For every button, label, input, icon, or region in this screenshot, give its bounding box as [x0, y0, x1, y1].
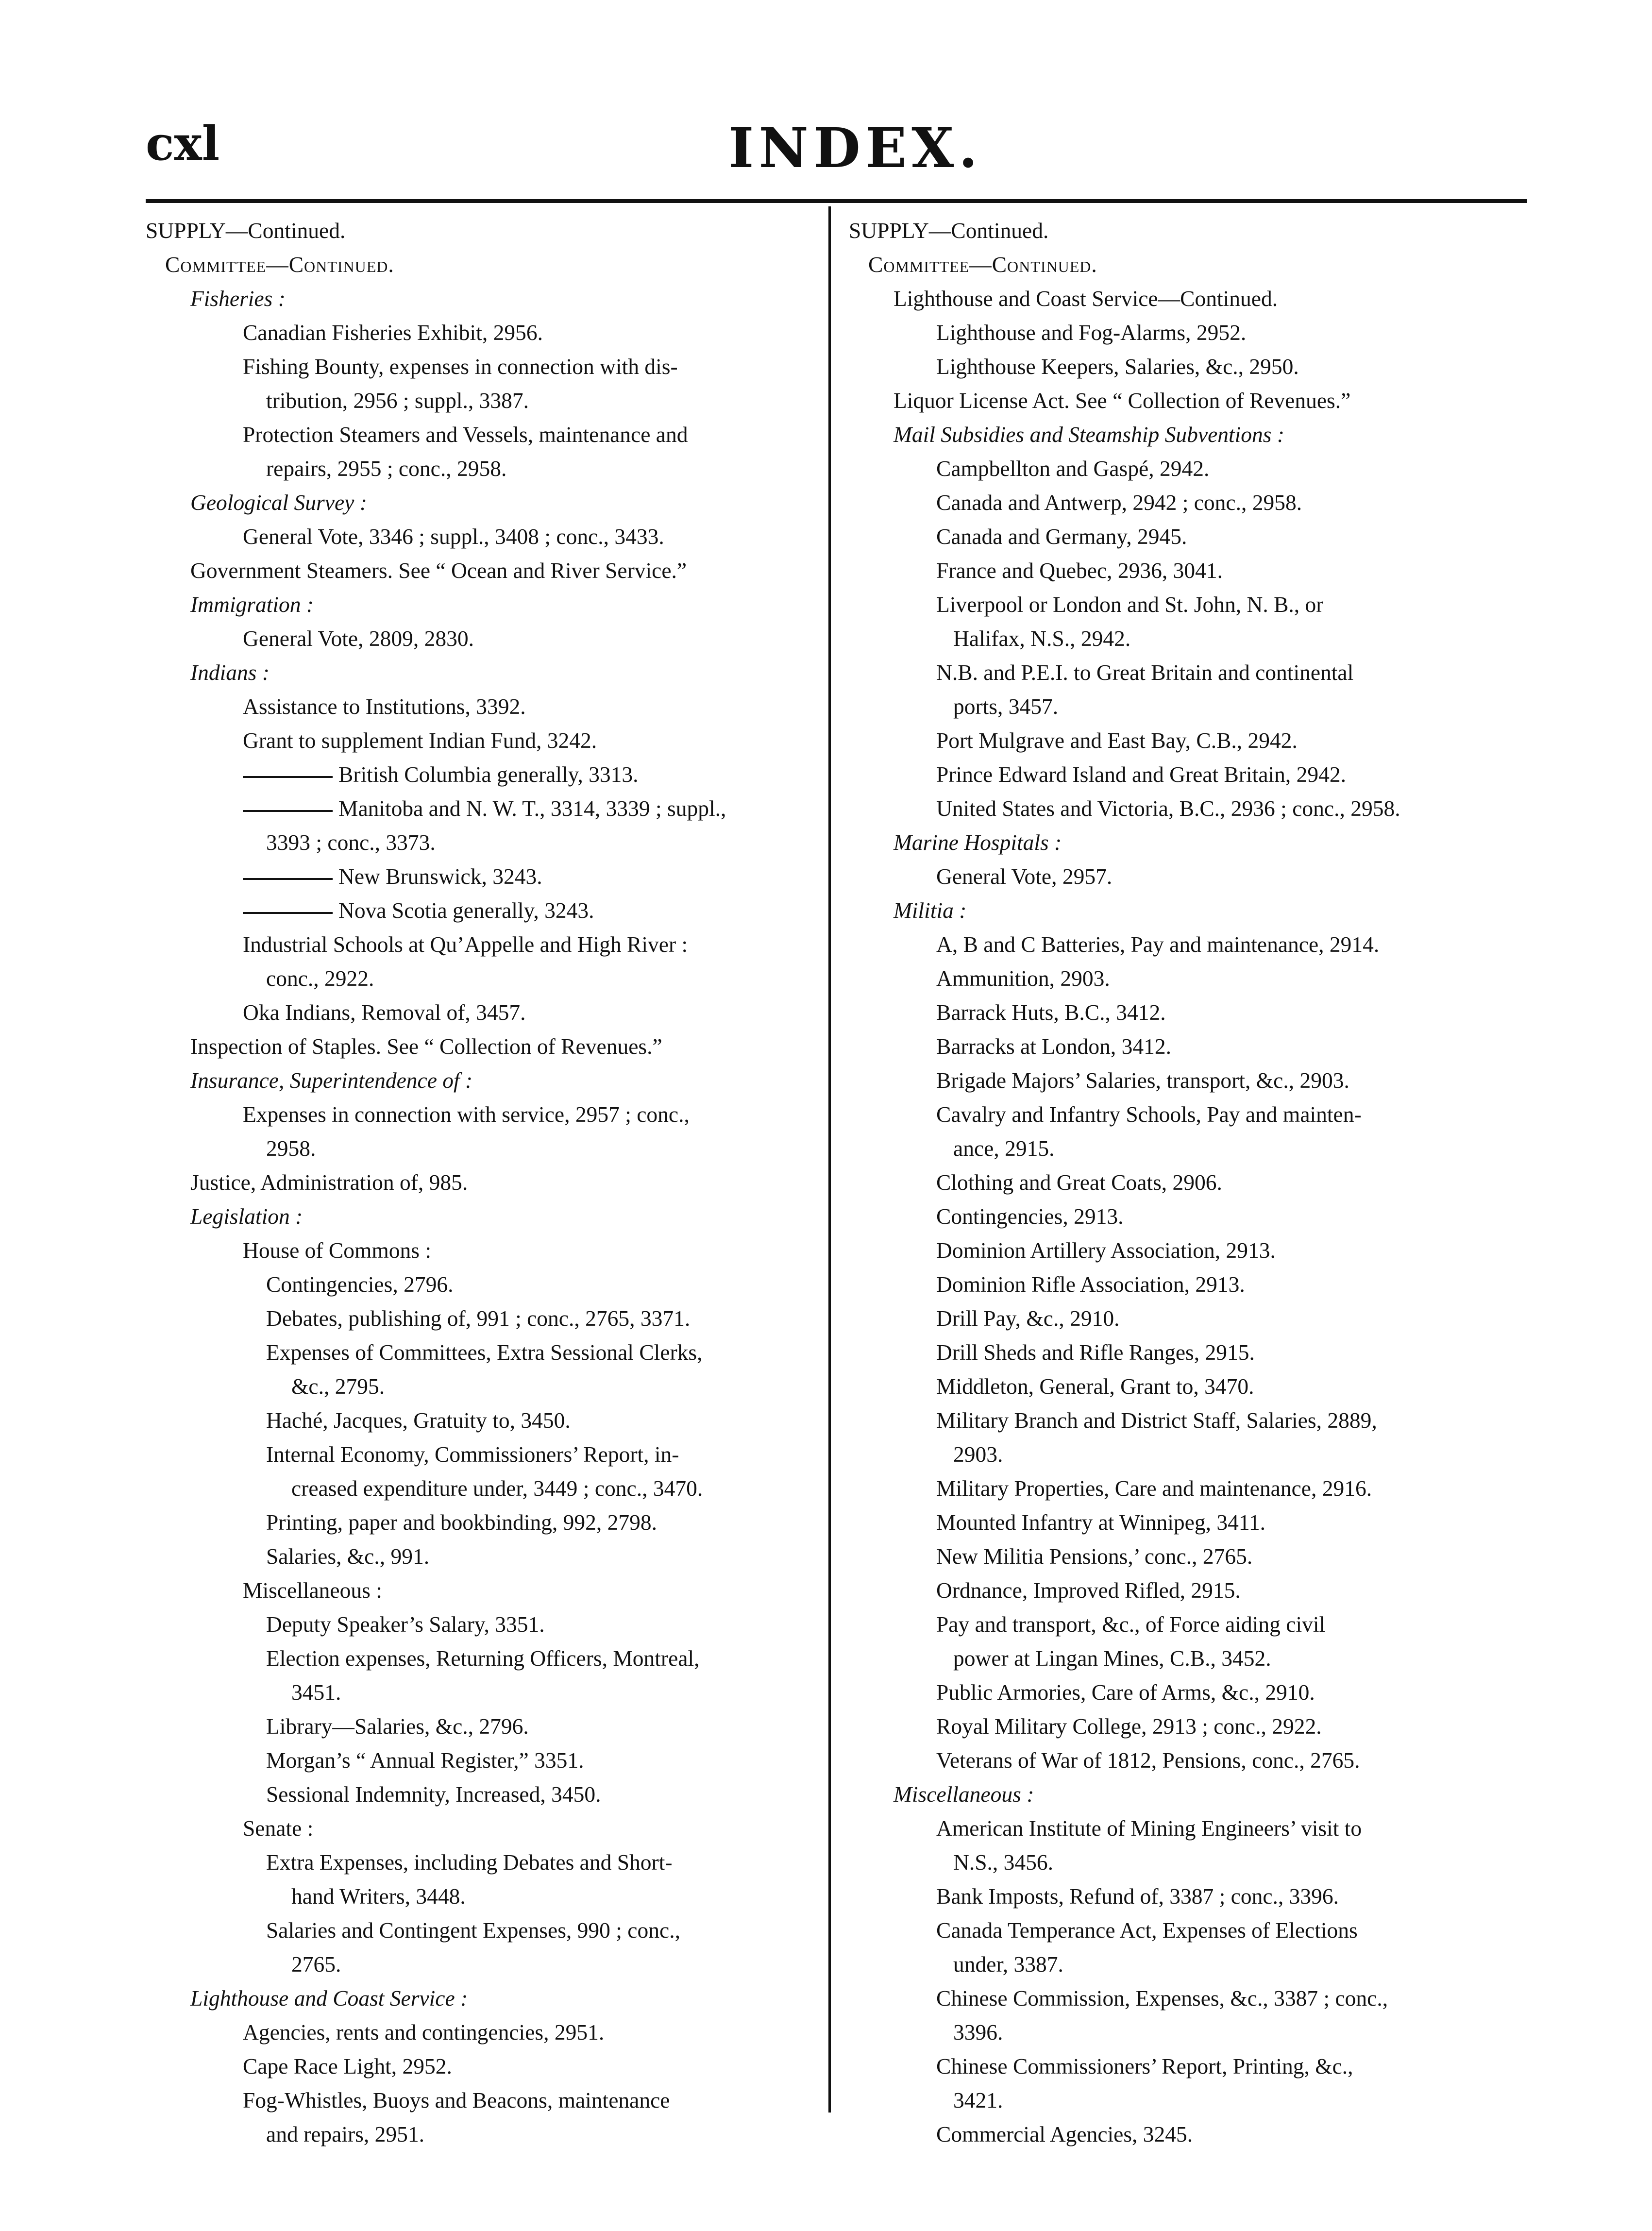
index-entry-text: Port Mulgrave and East Bay, C.B., 2942. — [936, 728, 1298, 753]
index-entry-text: Barracks at London, 3412. — [936, 1034, 1171, 1059]
ditto-dash — [243, 810, 333, 812]
index-entry-text: Fisheries : — [190, 286, 286, 311]
index-entry-text: conc., 2922. — [266, 966, 374, 991]
index-entry — [146, 2117, 821, 2151]
index-entry — [849, 520, 1529, 554]
index-entry-text: Lighthouse and Coast Service : — [190, 1986, 468, 2011]
index-entry — [146, 1064, 821, 1098]
left-column — [146, 214, 821, 2151]
index-entry — [146, 1403, 821, 1437]
index-entry — [146, 1709, 821, 1743]
index-entry — [849, 1301, 1529, 1335]
index-entry-text: Agencies, rents and contingencies, 2951. — [243, 2020, 605, 2045]
index-entry — [146, 1607, 821, 1641]
index-entry — [146, 1030, 821, 1064]
index-entry — [146, 690, 821, 724]
index-entry — [146, 1234, 821, 1268]
index-entry-text: Extra Expenses, including Debates and Short- — [266, 1850, 673, 1875]
index-entry-text: Expenses in connection with service, 2957 ; conc., — [243, 1102, 690, 1127]
page-folio: cxl — [146, 116, 220, 171]
index-entry — [849, 1811, 1529, 1845]
index-entry-text: Chinese Commissioners’ Report, Printing, &c., — [936, 2054, 1353, 2079]
index-entry-text: New Brunswick, 3243. — [338, 864, 542, 889]
index-entry-text: Lighthouse Keepers, Salaries, &c., 2950. — [936, 354, 1299, 379]
ditto-dash — [243, 776, 333, 778]
index-entry-text: Ammunition, 2903. — [936, 966, 1110, 991]
index-entry-text: Manitoba and N. W. T., 3314, 3339 ; suppl., — [338, 796, 726, 821]
index-entry-text: Oka Indians, Removal of, 3457. — [243, 1000, 526, 1025]
index-entry-text: A, B and C Batteries, Pay and maintenance, 2914. — [936, 932, 1380, 957]
index-entry-text: 2958. — [266, 1136, 316, 1161]
index-entry — [849, 1641, 1529, 1675]
index-entry — [849, 316, 1529, 350]
index-entry — [849, 350, 1529, 384]
index-entry — [849, 1200, 1529, 1234]
index-entry — [146, 792, 821, 826]
index-entry-text: Ordnance, Improved Rifled, 2915. — [936, 1578, 1241, 1603]
index-entry-text: Library—Salaries, &c., 2796. — [266, 1714, 529, 1739]
index-entry — [849, 792, 1529, 826]
index-entry-text: Canada and Antwerp, 2942 ; conc., 2958. — [936, 490, 1302, 515]
index-entry — [146, 248, 821, 282]
index-entry-text: British Columbia generally, 3313. — [338, 762, 639, 787]
index-entry — [849, 2049, 1529, 2083]
index-entry — [146, 1200, 821, 1234]
index-entry-text: Dominion Rifle Association, 2913. — [936, 1272, 1245, 1297]
index-entry-text: Salaries, &c., 991. — [266, 1544, 430, 1569]
index-entry — [849, 622, 1529, 656]
index-entry — [146, 1539, 821, 1573]
index-entry — [849, 554, 1529, 588]
index-entry — [849, 2083, 1529, 2117]
index-entry-text: Election expenses, Returning Officers, Montreal, — [266, 1646, 700, 1671]
index-entry — [849, 1471, 1529, 1505]
index-entry-text: Industrial Schools at Qu’Appelle and High River : — [243, 932, 688, 957]
index-entry — [146, 894, 821, 928]
index-entry-text: Fog-Whistles, Buoys and Beacons, maintenance — [243, 2088, 670, 2113]
index-entry-text: Lighthouse and Fog-Alarms, 2952. — [936, 320, 1247, 345]
index-entry — [849, 1166, 1529, 1200]
index-entry-text: Legislation : — [190, 1204, 303, 1229]
index-entry — [146, 1437, 821, 1471]
index-entry — [849, 826, 1529, 860]
index-entry — [146, 1505, 821, 1539]
index-entry-text: Insurance, Superintendence of : — [190, 1068, 473, 1093]
index-entry — [849, 1709, 1529, 1743]
index-entry-text: Lighthouse and Coast Service—Continued. — [893, 286, 1278, 311]
index-entry-text: Royal Military College, 2913 ; conc., 2922. — [936, 1714, 1322, 1739]
index-entry-text: Dominion Artillery Association, 2913. — [936, 1238, 1276, 1263]
index-entry — [146, 316, 821, 350]
index-entry — [849, 2015, 1529, 2049]
index-entry-text: Assistance to Institutions, 3392. — [243, 694, 526, 719]
index-entry-text: creased expenditure under, 3449 ; conc., 3470. — [291, 1476, 703, 1501]
index-entry-text: tribution, 2956 ; suppl., 3387. — [266, 388, 529, 413]
index-entry — [849, 1607, 1529, 1641]
index-entry-text: ports, 3457. — [953, 694, 1059, 719]
index-entry-text: and repairs, 2951. — [266, 2122, 424, 2146]
index-entry-text: Nova Scotia generally, 3243. — [338, 898, 594, 923]
index-entry-text: Senate : — [243, 1816, 314, 1841]
index-entry — [849, 1505, 1529, 1539]
index-entry — [146, 1981, 821, 2015]
index-entry — [146, 1268, 821, 1301]
index-entry — [146, 1098, 821, 1132]
index-entry-text: Miscellaneous : — [243, 1578, 382, 1603]
index-entry-text: Prince Edward Island and Great Britain, 2942. — [936, 762, 1347, 787]
index-entry-text: Contingencies, 2913. — [936, 1204, 1124, 1229]
index-entry — [146, 1369, 821, 1403]
index-entry — [849, 1234, 1529, 1268]
index-entry-text: Halifax, N.S., 2942. — [953, 626, 1131, 651]
index-entry-text: under, 3387. — [953, 1952, 1063, 1977]
index-entry-text: Militia : — [893, 898, 967, 923]
index-entry-text: Morgan’s “ Annual Register,” 3351. — [266, 1748, 584, 1773]
index-entry — [849, 214, 1529, 248]
ditto-dash — [243, 912, 333, 914]
index-entry — [849, 452, 1529, 486]
index-entry — [146, 2015, 821, 2049]
index-entry — [146, 2083, 821, 2117]
index-entry-text: Military Branch and District Staff, Salaries, 2889, — [936, 1408, 1377, 1433]
index-entry-text: Fishing Bounty, expenses in connection with dis- — [243, 354, 678, 379]
index-entry-text: United States and Victoria, B.C., 2936 ; conc., 2958. — [936, 796, 1400, 821]
index-entry — [146, 452, 821, 486]
index-entry-text: Brigade Majors’ Salaries, transport, &c., 2903. — [936, 1068, 1349, 1093]
index-entry-text: Committee—Continued. — [868, 252, 1097, 277]
index-entry-text: Justice, Administration of, 985. — [190, 1170, 468, 1195]
index-entry — [849, 1132, 1529, 1166]
index-entry-text: Public Armories, Care of Arms, &c., 2910. — [936, 1680, 1315, 1705]
index-entry-text: Contingencies, 2796. — [266, 1272, 454, 1297]
index-entry — [849, 690, 1529, 724]
index-entry — [146, 758, 821, 792]
index-entry-text: Internal Economy, Commissioners’ Report, in- — [266, 1442, 679, 1467]
index-entry-text: House of Commons : — [243, 1238, 432, 1263]
index-entry-text: Clothing and Great Coats, 2906. — [936, 1170, 1222, 1195]
ditto-dash — [243, 878, 333, 880]
index-entry — [146, 1879, 821, 1913]
index-entry-text: Grant to supplement Indian Fund, 3242. — [243, 728, 597, 753]
index-entry — [146, 1845, 821, 1879]
index-entry-text: Indians : — [190, 660, 270, 685]
index-entry-text: 3396. — [953, 2020, 1003, 2045]
index-entry — [849, 1675, 1529, 1709]
index-entry — [849, 1268, 1529, 1301]
index-entry — [146, 1947, 821, 1981]
index-entry-text: Drill Pay, &c., 2910. — [936, 1306, 1120, 1331]
index-entry — [849, 1098, 1529, 1132]
index-entry — [849, 248, 1529, 282]
index-entry — [849, 996, 1529, 1030]
index-entry-text: Salaries and Contingent Expenses, 990 ; conc., — [266, 1918, 680, 1943]
index-entry-text: Cavalry and Infantry Schools, Pay and mainten- — [936, 1102, 1362, 1127]
index-entry — [146, 1301, 821, 1335]
index-entry — [146, 486, 821, 520]
index-entry-text: Government Steamers. See “ Ocean and River Service.” — [190, 558, 687, 583]
index-entry-text: Canadian Fisheries Exhibit, 2956. — [243, 320, 543, 345]
index-entry-text: 2765. — [291, 1952, 341, 1977]
index-entry — [849, 724, 1529, 758]
index-entry-text: N.S., 3456. — [953, 1850, 1054, 1875]
index-entry — [146, 1675, 821, 1709]
index-entry — [146, 350, 821, 384]
index-entry — [849, 1743, 1529, 1777]
index-entry-text: Immigration : — [190, 592, 314, 617]
index-entry — [849, 1947, 1529, 1981]
column-divider — [828, 206, 831, 2113]
index-entry-text: Marine Hospitals : — [893, 830, 1062, 855]
index-entry-text: Liquor License Act. See “ Collection of Revenues.” — [893, 388, 1351, 413]
index-entry — [146, 520, 821, 554]
index-entry-text: Campbellton and Gaspé, 2942. — [936, 456, 1210, 481]
index-entry — [146, 826, 821, 860]
index-entry-text: Debates, publishing of, 991 ; conc., 2765, 3371. — [266, 1306, 691, 1331]
index-entry — [146, 214, 821, 248]
index-entry — [849, 1539, 1529, 1573]
index-entry-text: Mail Subsidies and Steamship Subventions : — [893, 422, 1285, 447]
index-entry — [849, 1981, 1529, 2015]
index-entry — [146, 2049, 821, 2083]
index-entry — [849, 1913, 1529, 1947]
index-entry-text: SUPPLY—Continued. — [849, 218, 1049, 243]
index-entry — [849, 418, 1529, 452]
index-entry — [849, 1777, 1529, 1811]
index-entry-text: Canada Temperance Act, Expenses of Elections — [936, 1918, 1358, 1943]
index-entry-text: 2903. — [953, 1442, 1003, 1467]
index-entry — [849, 1335, 1529, 1369]
index-entry — [849, 1369, 1529, 1403]
index-entry-text: Drill Sheds and Rifle Ranges, 2915. — [936, 1340, 1255, 1365]
index-entry-text: repairs, 2955 ; conc., 2958. — [266, 456, 507, 481]
index-entry-text: American Institute of Mining Engineers’ visit to — [936, 1816, 1362, 1841]
index-entry-text: Expenses of Committees, Extra Sessional Clerks, — [266, 1340, 703, 1365]
index-entry — [146, 860, 821, 894]
index-entry — [849, 1573, 1529, 1607]
index-entry — [146, 1132, 821, 1166]
index-entry — [849, 962, 1529, 996]
index-entry — [146, 1166, 821, 1200]
index-entry — [146, 1641, 821, 1675]
index-entry-text: &c., 2795. — [291, 1374, 385, 1399]
index-entry — [146, 1913, 821, 1947]
index-entry-text: 3393 ; conc., 3373. — [266, 830, 436, 855]
index-entry-text: Sessional Indemnity, Increased, 3450. — [266, 1782, 601, 1807]
index-entry-text: Haché, Jacques, Gratuity to, 3450. — [266, 1408, 571, 1433]
index-entry-text: 3421. — [953, 2088, 1003, 2113]
index-entry-text: SUPPLY—Continued. — [146, 218, 346, 243]
index-entry — [146, 384, 821, 418]
index-entry — [849, 1030, 1529, 1064]
index-entry-text: Mounted Infantry at Winnipeg, 3411. — [936, 1510, 1266, 1535]
index-entry-text: Deputy Speaker’s Salary, 3351. — [266, 1612, 545, 1637]
index-entry — [146, 588, 821, 622]
index-entry — [146, 1471, 821, 1505]
index-entry — [146, 1743, 821, 1777]
index-entry — [849, 588, 1529, 622]
index-entry — [849, 1437, 1529, 1471]
index-entry-text: Cape Race Light, 2952. — [243, 2054, 452, 2079]
index-entry-text: hand Writers, 3448. — [291, 1884, 466, 1909]
index-entry — [146, 1777, 821, 1811]
index-entry — [146, 996, 821, 1030]
index-entry — [146, 928, 821, 962]
index-entry — [146, 554, 821, 588]
index-entry — [849, 486, 1529, 520]
index-entry — [146, 1335, 821, 1369]
index-entry — [146, 1573, 821, 1607]
index-entry-text: Canada and Germany, 2945. — [936, 524, 1187, 549]
index-entry-text: ance, 2915. — [953, 1136, 1055, 1161]
index-entry — [849, 1403, 1529, 1437]
index-entry — [849, 758, 1529, 792]
index-entry-text: 3451. — [291, 1680, 341, 1705]
index-entry-text: Pay and transport, &c., of Force aiding civil — [936, 1612, 1326, 1637]
index-entry — [849, 860, 1529, 894]
index-entry-text: General Vote, 3346 ; suppl., 3408 ; conc., 3433. — [243, 524, 664, 549]
index-entry-text: Middleton, General, Grant to, 3470. — [936, 1374, 1254, 1399]
index-entry-text: Committee—Continued. — [165, 252, 394, 277]
index-entry-text: Protection Steamers and Vessels, maintenance and — [243, 422, 688, 447]
page-title: INDEX. — [728, 117, 983, 180]
index-entry — [849, 656, 1529, 690]
index-entry — [849, 1879, 1529, 1913]
index-entry — [849, 894, 1529, 928]
index-entry-text: Barrack Huts, B.C., 3412. — [936, 1000, 1166, 1025]
index-entry-text: Military Properties, Care and maintenance, 2916. — [936, 1476, 1372, 1501]
index-entry-text: France and Quebec, 2936, 3041. — [936, 558, 1223, 583]
index-entry-text: Miscellaneous : — [893, 1782, 1034, 1807]
index-entry — [849, 282, 1529, 316]
index-entry-text: General Vote, 2809, 2830. — [243, 626, 474, 651]
index-entry — [849, 928, 1529, 962]
index-entry-text: Commercial Agencies, 3245. — [936, 2122, 1193, 2146]
index-entry — [849, 2117, 1529, 2151]
index-entry — [146, 656, 821, 690]
right-column — [849, 214, 1529, 2151]
index-entry-text: Liverpool or London and St. John, N. B., or — [936, 592, 1324, 617]
index-entry-text: power at Lingan Mines, C.B., 3452. — [953, 1646, 1271, 1671]
index-entry — [849, 1845, 1529, 1879]
index-entry — [146, 1811, 821, 1845]
index-entry-text: N.B. and P.E.I. to Great Britain and continental — [936, 660, 1354, 685]
index-entry-text: Bank Imposts, Refund of, 3387 ; conc., 3396. — [936, 1884, 1339, 1909]
index-entry-text: Inspection of Staples. See “ Collection of Revenues.” — [190, 1034, 662, 1059]
index-entry-text: General Vote, 2957. — [936, 864, 1113, 889]
index-entry — [146, 962, 821, 996]
index-entry-text: Printing, paper and bookbinding, 992, 2798. — [266, 1510, 657, 1535]
index-entry — [146, 418, 821, 452]
index-entry — [146, 622, 821, 656]
index-entry — [849, 384, 1529, 418]
index-entry-text: Chinese Commission, Expenses, &c., 3387 ; conc., — [936, 1986, 1388, 2011]
index-entry-text: Geological Survey : — [190, 490, 367, 515]
index-entry — [146, 724, 821, 758]
index-entry — [146, 282, 821, 316]
header-rule — [146, 199, 1527, 203]
index-entry-text: Veterans of War of 1812, Pensions, conc., 2765. — [936, 1748, 1360, 1773]
index-entry — [849, 1064, 1529, 1098]
index-entry-text: New Militia Pensions,’ conc., 2765. — [936, 1544, 1253, 1569]
